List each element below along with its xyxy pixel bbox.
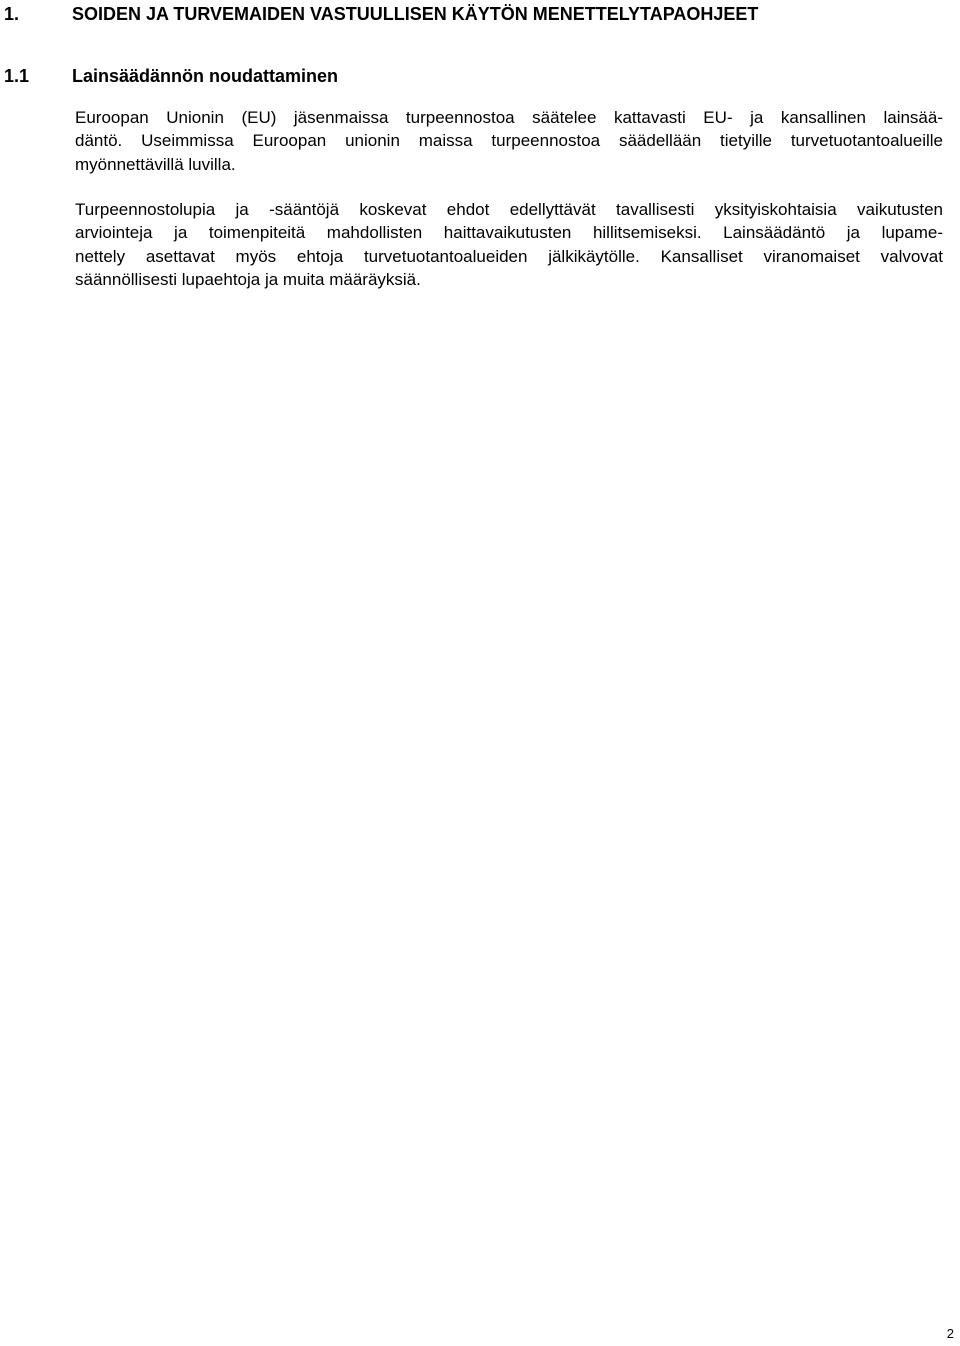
subsection-heading [4, 65, 338, 87]
paragraph-line: säännöllisesti lupaehtoja ja muita määräyksiä. [75, 269, 421, 289]
section-title: SOIDEN JA TURVEMAIDEN VASTUULLISEN KÄYTÖN MENETTELYTAPAOHJEET [72, 4, 759, 24]
paragraph-line: nettely asettavat myös ehtoja turvetuotantoalueiden jälkikäytölle. Kansalliset viranomaiset valvovat [75, 246, 943, 266]
paragraph-line: arviointeja ja toimenpiteitä mahdollisten haittavaikutusten hillitsemiseksi. Lainsäädäntö ja lupame- [75, 223, 943, 243]
page-number: 2 [946, 1326, 954, 1341]
paragraph-line: däntö. Useimmissa Euroopan unionin maissa turpeennostoa säädellään tietyille turvetuotantoalueille [75, 131, 943, 151]
paragraph-2 [75, 198, 943, 291]
paragraph-1 [75, 106, 943, 176]
section-heading [4, 3, 758, 25]
paragraph-line: Turpeennostolupia ja -sääntöjä koskevat ehdot edellyttävät tavallisesti yksityiskohtaisia vaikutusten [75, 200, 943, 219]
paragraph-line: Euroopan Unionin (EU) jäsenmaissa turpeennostoa säätelee kattavasti EU- ja kansallinen lainsää- [75, 108, 943, 127]
section-number: 1. [4, 4, 20, 24]
subsection-number: 1.1 [4, 66, 30, 86]
paragraph-line: myönnettävillä luvilla. [75, 154, 236, 174]
subsection-title: Lainsäädännön noudattaminen [72, 66, 339, 86]
